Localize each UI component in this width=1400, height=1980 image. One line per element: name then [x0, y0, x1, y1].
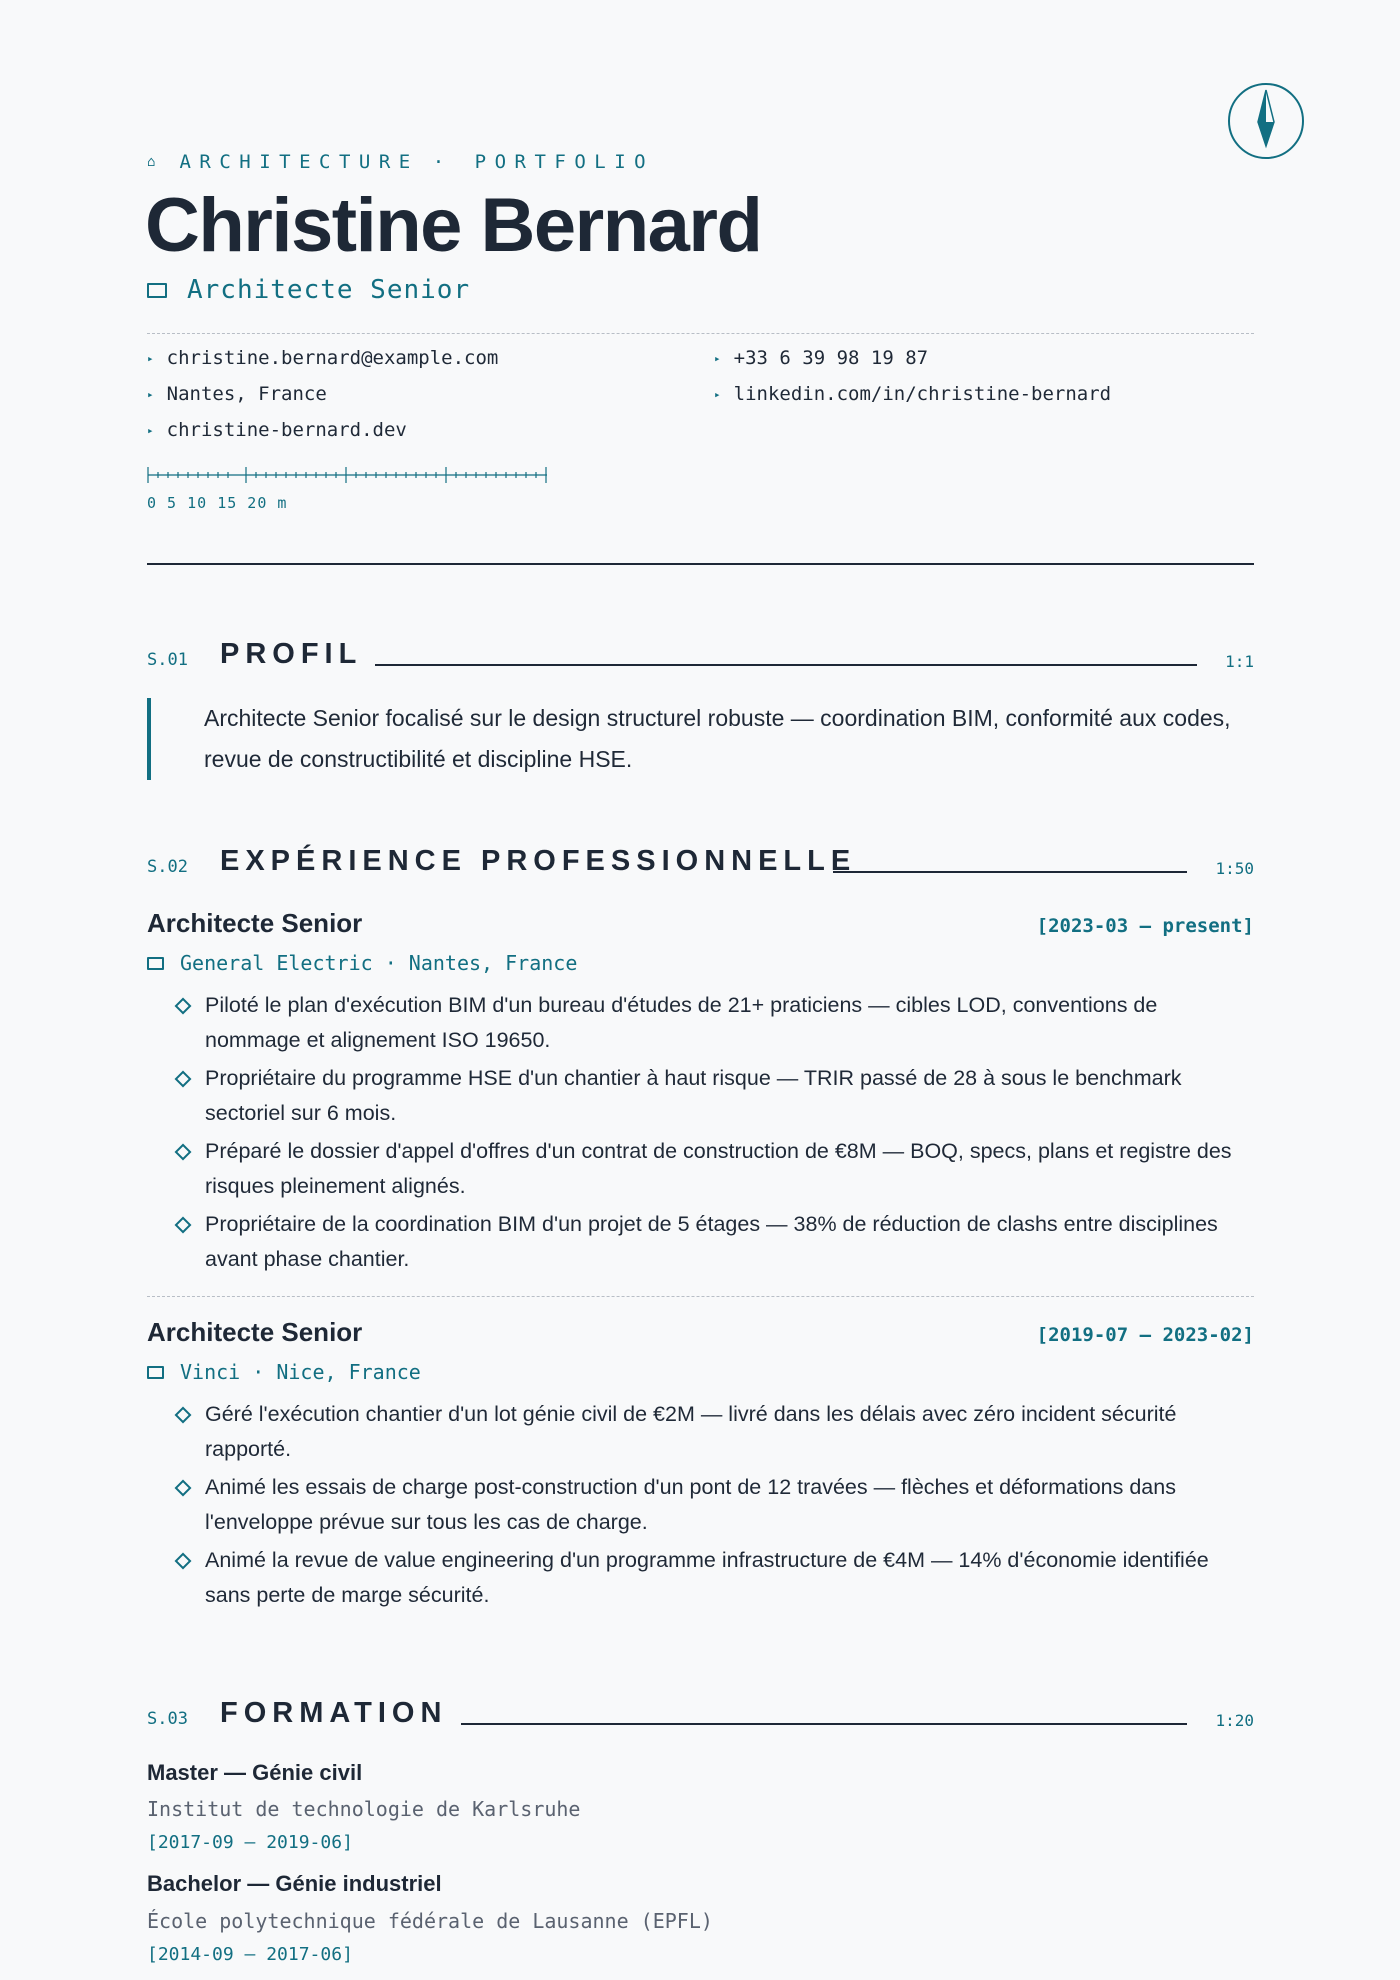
building-box-icon	[147, 957, 164, 970]
contact-phone[interactable]	[714, 347, 928, 369]
bullet-triangle-icon: ▸	[714, 387, 721, 401]
bullet-text: Propriétaire du programme HSE d'un chantier à haut risque — TRIR passé de 28 à sous le benchmark sectoriel sur 6 mois.	[205, 1066, 1182, 1125]
contact-location	[147, 383, 327, 405]
section-header-profile	[147, 638, 1254, 678]
bullet-text: Géré l'exécution chantier d'un lot génie civil de €2M — livré dans les délais avec zéro incident sécurité rapporté.	[205, 1402, 1177, 1461]
website-text: christine-bernard.dev	[166, 419, 407, 441]
scale-bar-labels: 0 5 10 15 20 m	[147, 494, 288, 512]
phone-text: +33 6 39 98 19 87	[733, 347, 929, 369]
job-dates: [2019-07 — 2023-02]	[1036, 1324, 1254, 1346]
plan-box-icon	[147, 283, 167, 298]
education-degree: Bachelor — Génie industriel	[147, 1871, 442, 1896]
diamond-bullet-icon	[175, 1217, 192, 1234]
company-text: Vinci · Nice, France	[180, 1360, 421, 1384]
job-bullets	[175, 1397, 1254, 1616]
diamond-bullet-icon	[175, 1071, 192, 1088]
list-item	[175, 1061, 1254, 1130]
linkedin-text: linkedin.com/in/christine-bernard	[733, 383, 1112, 405]
header-kicker	[147, 151, 654, 173]
job-divider	[147, 1296, 1254, 1297]
education-school: Institut de technologie de Karlsruhe	[147, 1797, 581, 1821]
scale-bar-ticks	[147, 463, 557, 487]
section-header-experience	[147, 845, 1254, 885]
bullet-triangle-icon: ▸	[714, 351, 721, 365]
section-scale: 1:20	[1215, 1711, 1254, 1730]
bullet-text: Piloté le plan d'exécution BIM d'un bureau d'études de 21+ praticiens — cibles LOD, conventions de nommage et alignement ISO 19650.	[205, 993, 1158, 1052]
section-line	[461, 1723, 1187, 1725]
header-divider	[147, 333, 1254, 334]
resume-page	[147, 0, 1254, 1980]
bullet-text: Préparé le dossier d'appel d'offres d'un contrat de construction de €8M — BOQ, specs, plans et registre des risques pleinement alignés.	[205, 1139, 1232, 1198]
bullet-triangle-icon: ▸	[147, 423, 154, 437]
role-title: Architecte Senior	[187, 275, 471, 305]
section-title: FORMATION	[220, 1697, 448, 1729]
list-item	[175, 1470, 1254, 1539]
contact-website[interactable]	[147, 419, 407, 441]
list-item	[175, 1397, 1254, 1466]
section-line	[375, 664, 1197, 666]
diamond-bullet-icon	[175, 1407, 192, 1424]
section-header-education	[147, 1697, 1254, 1737]
role-line	[147, 275, 470, 305]
job-dates: [2023-03 — present]	[1036, 915, 1254, 937]
list-item	[175, 1134, 1254, 1203]
person-name: Christine Bernard	[145, 183, 762, 268]
bullet-triangle-icon: ▸	[147, 351, 154, 365]
scale-bar	[147, 463, 557, 513]
profile-summary: Architecte Senior focalisé sur le design structurel robuste — coordination BIM, conformité aux codes, revue de constructibilité et discipline HSE.	[147, 698, 1254, 780]
job-bullets	[175, 988, 1254, 1280]
bullet-triangle-icon: ▸	[147, 387, 154, 401]
section-number: S.02	[147, 857, 188, 877]
section-title: PROFIL	[220, 638, 363, 670]
contact-email[interactable]	[147, 347, 498, 369]
company-text: General Electric · Nantes, France	[180, 951, 578, 975]
section-scale: 1:1	[1225, 652, 1254, 671]
job-title: Architecte Senior	[147, 908, 363, 938]
kicker-right: PORTFOLIO	[474, 151, 655, 173]
list-item	[175, 1543, 1254, 1612]
list-item	[175, 1207, 1254, 1276]
bullet-text: Animé les essais de charge post-construction d'un pont de 12 travées — flèches et déformations dans l'enveloppe prévue sur tous les cas de charge.	[205, 1475, 1176, 1534]
section-line	[833, 871, 1187, 873]
building-box-icon	[147, 1366, 164, 1379]
diamond-bullet-icon	[175, 1144, 192, 1161]
contact-linkedin[interactable]	[714, 383, 1111, 405]
education-dates: [2017-09 – 2019-06]	[147, 1832, 353, 1853]
diamond-bullet-icon	[175, 1553, 192, 1570]
section-number: S.03	[147, 1709, 188, 1729]
kicker-left: ARCHITECTURE	[179, 151, 419, 173]
header-rule	[147, 563, 1254, 565]
education-dates: [2014-09 – 2017-06]	[147, 1944, 353, 1965]
list-item	[175, 988, 1254, 1057]
job-company	[147, 1360, 421, 1384]
education-degree: Master — Génie civil	[147, 1760, 363, 1785]
section-number: S.01	[147, 650, 188, 670]
diamond-bullet-icon	[175, 998, 192, 1015]
bullet-text: Propriétaire de la coordination BIM d'un projet de 5 étages — 38% de réduction de clashs entre disciplines avant phase chantier.	[205, 1212, 1218, 1271]
job-title: Architecte Senior	[147, 1317, 363, 1347]
location-text: Nantes, France	[166, 383, 327, 405]
email-text: christine.bernard@example.com	[166, 347, 499, 369]
education-school: École polytechnique fédérale de Lausanne (EPFL)	[147, 1909, 713, 1933]
section-scale: 1:50	[1215, 859, 1254, 878]
job-company	[147, 951, 577, 975]
kicker-separator: ·	[432, 151, 453, 173]
bullet-text: Animé la revue de value engineering d'un programme infrastructure de €4M — 14% d'économie identifiée sans perte de marge sécurité.	[205, 1548, 1209, 1607]
section-title: EXPÉRIENCE PROFESSIONNELLE	[220, 845, 857, 877]
home-icon: ⌂	[147, 154, 156, 170]
diamond-bullet-icon	[175, 1480, 192, 1497]
